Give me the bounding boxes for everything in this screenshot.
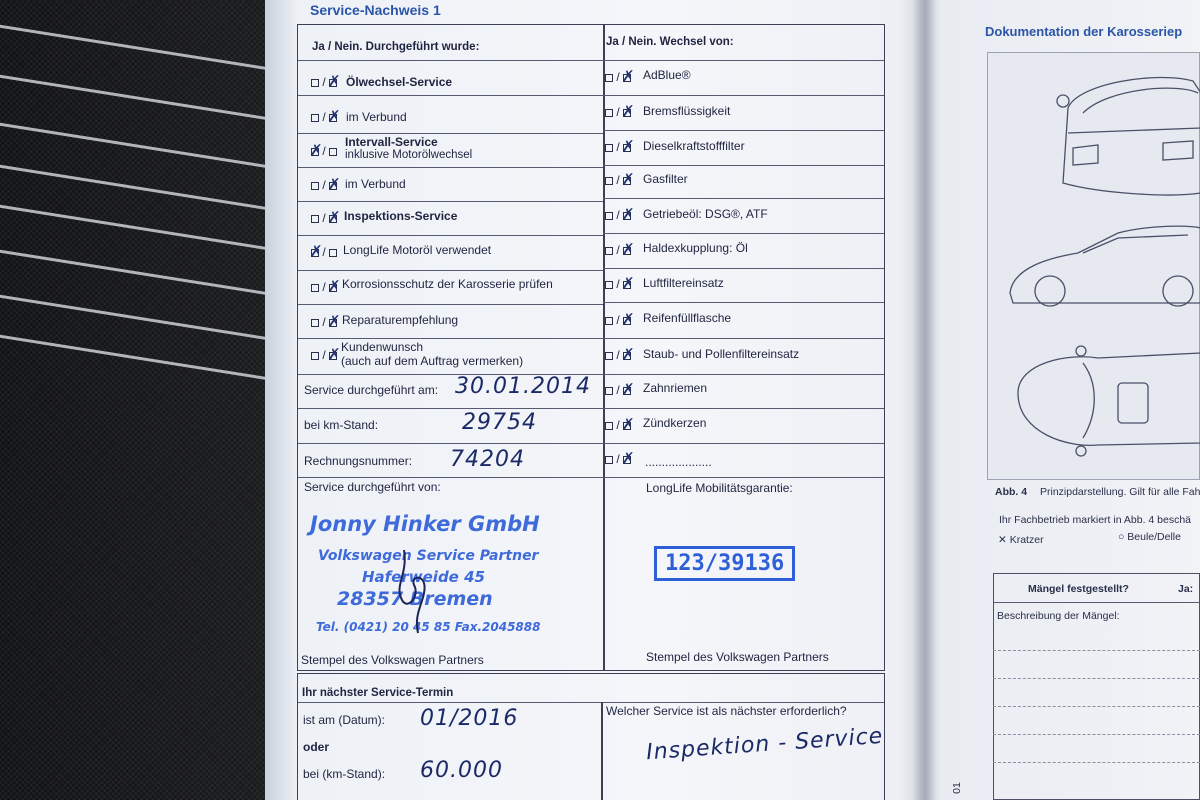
defects-question: Mängel festgestellt? — [1028, 583, 1129, 595]
next-question: Welcher Service ist als nächster erforderlich? — [606, 704, 847, 718]
signature-icon — [384, 545, 454, 635]
check-zuendkerzen[interactable]: / ✗ — [605, 418, 631, 432]
km-label: bei km-Stand: — [304, 418, 379, 432]
km-value: 29754 — [462, 410, 537, 435]
right-page-title: Dokumentation der Karosseriep — [985, 24, 1183, 39]
item-inspektions-service: Inspektions-Service — [344, 209, 458, 223]
next-answer: Inspektion - Service — [645, 723, 885, 766]
next-date-label: ist am (Datum): — [303, 713, 386, 727]
car-diagram-panel — [987, 52, 1200, 480]
item-korrosionsschutz: Korrosionsschutz der Karosserie prüfen — [342, 277, 553, 291]
item-reparaturempfehlung: Reparaturempfehlung — [342, 313, 459, 327]
item-kundenwunsch-sub: (auch auf dem Auftrag vermerken) — [341, 354, 524, 368]
check-longlife[interactable]: ✗ / — [311, 245, 337, 259]
next-km-label: bei (km-Stand): — [303, 767, 386, 781]
item-dieselfilter: Dieselkraftstofffilter — [643, 139, 745, 153]
check-inspektion[interactable]: / ✗ — [311, 211, 337, 225]
figure-caption: Prinzipdarstellung. Gilt für alle Fah — [1040, 486, 1200, 498]
defects-box — [993, 573, 1200, 800]
stamp-line3: 28357 Bremen — [337, 588, 493, 610]
item-luftfiltereinsatz: Luftfiltereinsatz — [643, 276, 724, 290]
check-pollenfilter[interactable]: / ✗ — [605, 348, 631, 362]
item-adblue: AdBlue® — [643, 68, 691, 82]
check-korrosion[interactable]: / ✗ — [311, 280, 337, 294]
item-sonstiges: .................... — [645, 455, 712, 469]
item-longlife-oel: LongLife Motoröl verwendet — [343, 243, 492, 257]
check-reparatur[interactable]: / ✗ — [311, 315, 337, 329]
item-reifenfuellflasche: Reifenfüllflasche — [643, 311, 732, 325]
item-getriebeoel: Getriebeöl: DSG®, ATF — [643, 207, 768, 221]
car-rear-icon — [1057, 77, 1200, 194]
check-gasfilter[interactable]: / ✗ — [605, 173, 631, 187]
next-date-value: 01/2016 — [420, 706, 519, 731]
check-intervall-verbund[interactable]: / ✗ — [311, 178, 337, 192]
header-changed: Ja / Nein. Wechsel von: — [606, 36, 734, 48]
next-or-label: oder — [303, 740, 330, 754]
car-side-icon — [1010, 226, 1200, 306]
performed-by-label: Service durchgeführt von: — [304, 480, 441, 494]
defects-yes: Ja: — [1178, 583, 1194, 595]
seat-fabric — [0, 0, 300, 800]
check-getriebeoel[interactable]: / ✗ — [605, 208, 631, 222]
item-kundenwunsch: Kundenwunsch — [341, 340, 424, 354]
item-bremsfluessigkeit: Bremsflüssigkeit — [643, 104, 731, 118]
check-diesel[interactable]: / ✗ — [605, 140, 631, 154]
item-pollenfilter: Staub- und Pollenfiltereinsatz — [643, 347, 800, 361]
check-oelwechsel[interactable]: / ✗ — [311, 75, 337, 89]
item-intervall-verbund: im Verbund — [345, 177, 406, 191]
header-performed: Ja / Nein. Durchgeführt wurde: — [312, 41, 480, 53]
service-date-label: Service durchgeführt am: — [304, 383, 439, 397]
invoice-label: Rechnungsnummer: — [304, 454, 413, 468]
service-date-value: 30.01.2014 — [455, 374, 591, 399]
check-sonstiges[interactable]: / ✗ — [605, 452, 631, 466]
check-adblue[interactable]: / ✗ — [605, 70, 631, 84]
check-luftfilter[interactable]: / ✗ — [605, 277, 631, 291]
next-km-value: 60.000 — [420, 758, 503, 783]
next-service-title: Ihr nächster Service-Termin — [302, 687, 454, 699]
mobility-stamp-number: 123/39136 — [654, 546, 795, 581]
item-oelwechsel-verbund: im Verbund — [346, 110, 407, 124]
stamp-line2: Haferweide 45 — [362, 568, 485, 586]
car-top-icon — [1018, 346, 1200, 456]
checkbox-icon[interactable] — [311, 79, 319, 87]
legend-dent: ○ Beule/Delle — [1118, 531, 1181, 543]
item-zahnriemen: Zahnriemen — [643, 381, 708, 395]
page-title: Service-Nachweis 1 — [310, 2, 441, 18]
check-bremsfluessigkeit[interactable]: / ✗ — [605, 105, 631, 119]
item-intervall-service: Intervall-Service — [345, 135, 438, 149]
stamp-line1: Volkswagen Service Partner — [318, 548, 539, 564]
item-oelwechsel-service: Ölwechsel-Service — [346, 75, 453, 89]
check-oelwechsel-verbund[interactable]: / ✗ — [311, 110, 337, 124]
defects-description-label: Beschreibung der Mängel: — [997, 610, 1120, 622]
item-gasfilter: Gasfilter — [643, 172, 688, 186]
item-haldexkupplung: Haldexkupplung: Öl — [643, 241, 748, 255]
stamp-caption-left: Stempel des Volkswagen Partners — [301, 653, 484, 667]
stamp-line4: Tel. (0421) 20 45 85 Fax.2045888 — [316, 620, 541, 634]
invoice-value: 74204 — [450, 447, 525, 472]
item-zuendkerzen: Zündkerzen — [643, 416, 707, 430]
legend-scratch: ✕ Kratzer — [998, 534, 1044, 546]
mobility-label: LongLife Mobilitätsgarantie: — [646, 481, 793, 495]
page-gutter — [912, 0, 936, 800]
figure-label: Abb. 4 — [995, 486, 1028, 498]
stamp-company: Jonny Hinker GmbH — [310, 512, 540, 536]
item-intervall-sub: inklusive Motorölwechsel — [345, 149, 473, 161]
marking-note: Ihr Fachbetrieb markiert in Abb. 4 beschä — [999, 514, 1192, 526]
stamp-caption-right: Stempel des Volkswagen Partners — [646, 650, 829, 664]
check-intervall[interactable]: ✗ / — [311, 144, 337, 158]
check-kundenwunsch[interactable]: / ✗ — [311, 348, 337, 362]
check-haldex[interactable]: / ✗ — [605, 243, 631, 257]
check-reifen[interactable]: / ✗ — [605, 313, 631, 327]
check-zahnriemen[interactable]: / ✗ — [605, 383, 631, 397]
check-mark-icon[interactable] — [329, 79, 337, 87]
page-number: 01 — [950, 782, 963, 794]
